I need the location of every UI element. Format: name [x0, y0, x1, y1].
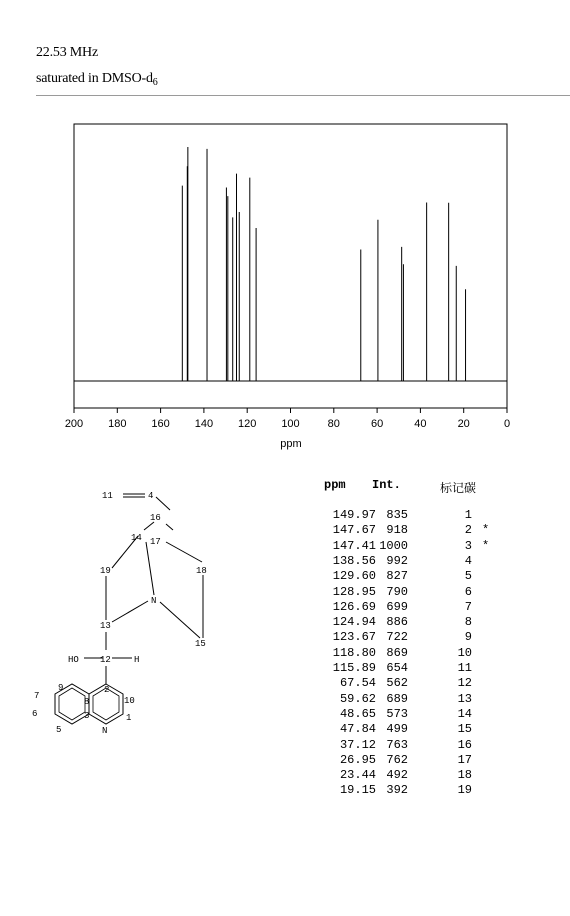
peak-intensity: 689 [386, 691, 408, 706]
label-c6: 6 [32, 709, 38, 719]
carbon-number: 15 [457, 722, 472, 737]
x-tick-label: 40 [414, 418, 427, 430]
peak-intensity: 654 [386, 661, 408, 675]
x-tick-label: 160 [151, 418, 170, 430]
peak-intensity: 886 [386, 615, 408, 630]
carbon-number: 17 [457, 752, 472, 767]
solvent-text: saturated in DMSO-d [36, 71, 153, 86]
label-c1: 1 [126, 713, 132, 723]
peak-intensity: 763 [386, 737, 408, 752]
peak-ppm: 149.97 [332, 508, 376, 522]
label-c15: 15 [195, 639, 206, 649]
label-c7: 7 [34, 691, 40, 701]
carbon-number: 6 [464, 584, 472, 599]
peak-intensity: 835 [386, 508, 408, 522]
peak-intensity: 1000 [379, 538, 408, 553]
peak-group [182, 147, 465, 381]
peak-ppm: 138.56 [332, 553, 376, 568]
solvent-subscript: 6 [152, 77, 158, 88]
x-tick-label: 80 [327, 418, 340, 430]
peak-ppm: 128.95 [332, 584, 376, 599]
peak-intensity: 392 [386, 783, 408, 798]
carbon-number: 7 [464, 599, 472, 614]
peak-intensity: 762 [386, 752, 408, 767]
peak-ppm: 48.65 [339, 706, 376, 721]
carbon-number: 4 [464, 553, 472, 568]
carbon-number: 8 [464, 615, 472, 630]
label-c12: 12 [100, 655, 111, 665]
col-header-int: Int. [372, 478, 401, 492]
peak-ppm: 126.69 [332, 599, 376, 614]
label-c10: 10 [124, 696, 135, 706]
carbon-number: 1 [464, 508, 472, 522]
peak-intensity: 699 [386, 599, 408, 614]
peak-intensity: 827 [386, 569, 408, 584]
label-h: H [134, 655, 140, 665]
peak-intensity: 562 [386, 676, 408, 691]
peak-ppm: 123.67 [332, 630, 376, 645]
label-c13: 13 [100, 621, 111, 631]
peak-intensity: 499 [386, 722, 408, 737]
carbon-number: 18 [457, 768, 472, 783]
label-c18: 18 [196, 566, 207, 576]
col-header-carbon: 标记碳 [440, 481, 477, 495]
peak-ppm: 47.84 [339, 722, 376, 737]
peak-ppm: 118.80 [332, 645, 376, 660]
carbon-number: 5 [464, 569, 472, 584]
label-c8: 8 [84, 697, 90, 707]
peak-ppm: 147.41 [332, 538, 376, 553]
x-tick-label: 120 [238, 418, 257, 430]
x-tick-label: 180 [108, 418, 127, 430]
carbon-number: 14 [457, 706, 472, 721]
carbon-number: 12 [457, 676, 472, 691]
label-c17: 17 [150, 537, 161, 547]
peak-ppm: 124.94 [332, 615, 376, 630]
peak-intensity: 722 [386, 630, 408, 645]
peak-ppm: 19.15 [339, 783, 376, 798]
peak-ppm: 67.54 [339, 676, 376, 691]
molecule-structure [20, 470, 220, 760]
label-c11: 11 [102, 491, 113, 501]
x-tick-label: 200 [64, 418, 84, 430]
peak-ppm: 23.44 [339, 768, 376, 783]
x-axis-ticks [65, 408, 510, 430]
x-tick-label: 60 [370, 418, 384, 430]
peak-ppm: 59.62 [339, 691, 376, 706]
label-c2: 2 [104, 685, 110, 695]
label-n-ring: N [102, 726, 108, 736]
col-header-ppm: ppm [324, 478, 346, 492]
carbon-number: 9 [464, 630, 472, 645]
label-ho: HO [68, 655, 79, 665]
carbon-mark: * [482, 538, 490, 553]
peak-intensity: 918 [386, 523, 408, 538]
carbon-number: 13 [457, 691, 472, 706]
carbon-number: 3 [464, 538, 472, 553]
carbon-number: 10 [457, 645, 472, 660]
peak-intensity: 790 [386, 584, 408, 599]
plot-frame [74, 124, 507, 408]
carbon-number: 16 [457, 737, 472, 752]
peak-intensity: 492 [386, 768, 408, 783]
x-axis-label: ppm [280, 438, 302, 450]
label-n-bridge: N [151, 596, 157, 606]
label-c19: 19 [100, 566, 111, 576]
x-tick-label: 20 [457, 418, 470, 430]
peak-intensity: 869 [386, 645, 408, 660]
peak-ppm: 26.95 [339, 752, 376, 767]
peak-ppm: 147.67 [332, 523, 376, 538]
carbon-number: 11 [457, 661, 472, 675]
x-tick-label: 140 [194, 418, 214, 430]
label-c3: 3 [84, 711, 90, 721]
label-c16: 16 [150, 513, 161, 523]
carbon-number: 19 [457, 783, 472, 798]
label-c4: 4 [148, 491, 154, 501]
label-c9: 9 [58, 683, 64, 693]
label-c14: 14 [131, 533, 142, 543]
label-c5: 5 [56, 725, 62, 735]
x-tick-label: 100 [281, 418, 300, 430]
structure-labels [32, 491, 207, 736]
peak-intensity: 992 [386, 553, 408, 568]
x-tick-label: 0 [503, 418, 511, 430]
peak-intensity: 573 [386, 706, 408, 721]
spectrometer-frequency: 22.53 MHz [36, 45, 98, 60]
peak-ppm: 37.12 [339, 737, 376, 752]
peak-ppm: 129.60 [332, 569, 376, 584]
carbon-mark: * [482, 523, 490, 538]
carbon-number: 2 [464, 523, 472, 538]
peak-ppm: 115.89 [332, 661, 376, 675]
